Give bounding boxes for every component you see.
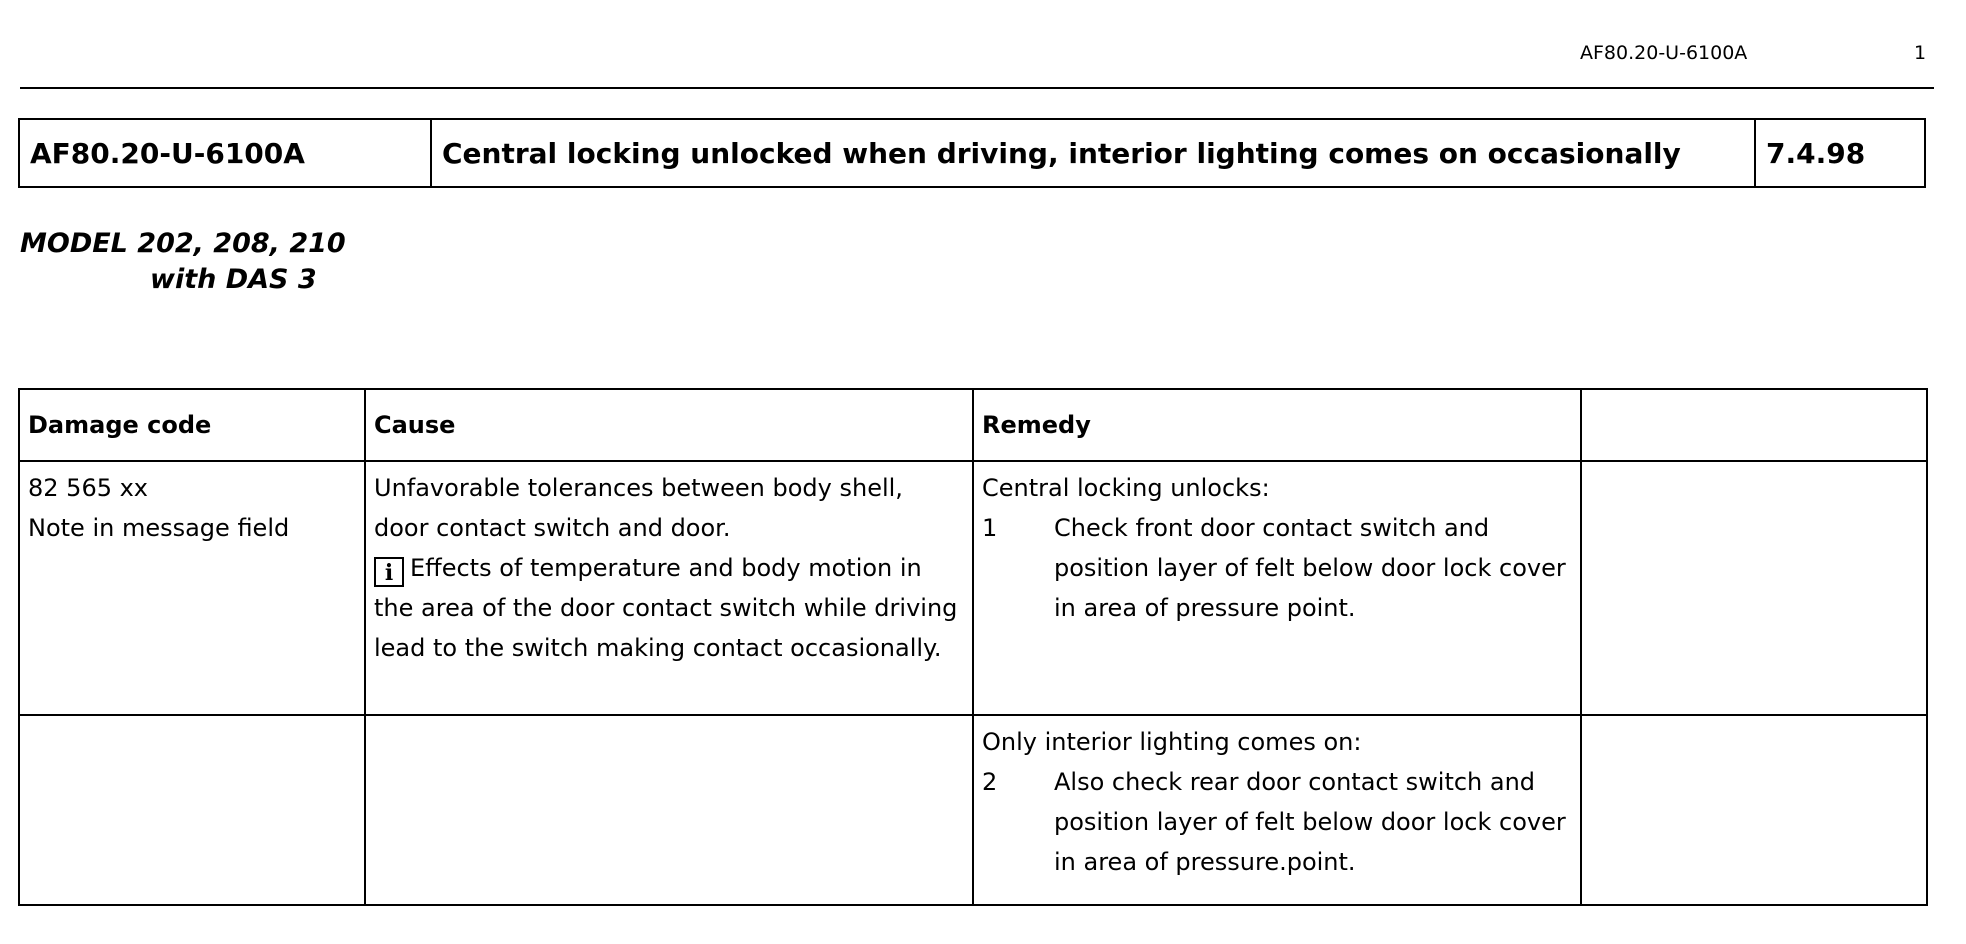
model-block xyxy=(20,226,346,298)
blank-cell xyxy=(1581,461,1927,715)
title-code: AF80.20-U-6100A xyxy=(20,120,432,186)
remedy-step xyxy=(982,508,1572,628)
damage-code: 82 565 xx xyxy=(28,474,149,502)
col-header-cause: Cause xyxy=(365,389,973,461)
col-header-damage-code: Damage code xyxy=(19,389,365,461)
cause-cell xyxy=(365,461,973,715)
cause-note-text: Effects of temperature and body motion in the area of the door contact switch while driving lead to the switch making contact occasionally. xyxy=(374,554,958,662)
model-line: MODEL 202, 208, 210 xyxy=(20,228,346,259)
table-row xyxy=(19,461,1927,715)
remedy-cell xyxy=(973,715,1581,905)
cause-cell xyxy=(365,715,973,905)
page-header-doc-code: AF80.20-U-6100A xyxy=(1580,42,1748,64)
damage-code-cell xyxy=(19,715,365,905)
remedy-step-number: 1 xyxy=(982,514,998,542)
title-date: 7.4.98 xyxy=(1766,136,1866,170)
table-row xyxy=(19,715,1927,905)
page-number: 1 xyxy=(1914,42,1927,64)
info-icon: i xyxy=(374,557,404,587)
damage-code-note: Note in message field xyxy=(28,514,290,542)
remedy-step-number: 2 xyxy=(982,768,998,796)
remedy-step-text: Check front door contact switch and position layer of felt below door lock cover in area of pressure point. xyxy=(1054,514,1566,622)
model-variant: with DAS 3 xyxy=(150,264,317,295)
damage-table xyxy=(18,388,1928,906)
damage-code-cell xyxy=(19,461,365,715)
table-header-row xyxy=(19,389,1927,461)
col-header-blank xyxy=(1581,389,1927,461)
blank-cell xyxy=(1581,715,1927,905)
remedy-step xyxy=(982,762,1572,882)
remedy-intro: Only interior lighting comes on: xyxy=(982,728,1362,756)
remedy-step-text: Also check rear door contact switch and position layer of felt below door lock cover in area of pressure.point. xyxy=(1054,768,1566,876)
remedy-cell xyxy=(973,461,1581,715)
header-rule xyxy=(20,87,1934,89)
title-text: Central locking unlocked when driving, interior lighting comes on occasionally xyxy=(432,120,1756,186)
cause-note xyxy=(374,548,964,668)
title-box xyxy=(18,118,1926,188)
col-header-remedy: Remedy xyxy=(973,389,1581,461)
remedy-intro: Central locking unlocks: xyxy=(982,474,1270,502)
cause-text: Unfavorable tolerances between body shell, door contact switch and door. xyxy=(374,474,903,542)
